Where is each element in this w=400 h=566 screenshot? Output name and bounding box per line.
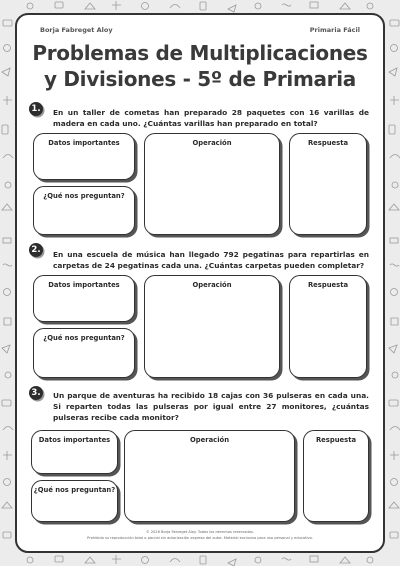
problem-2-text: En una escuela de música han llegado 792 pegatinas para repartirlas en carpetas de 24 pegatinas cada una. ¿Cuántas carpetas pueden completar?: [53, 250, 369, 270]
problem-1-respuesta-box[interactable]: [289, 133, 367, 235]
problem-2-pregunta-box[interactable]: [33, 328, 135, 378]
problem-1-pregunta-label: ¿Qué nos preguntan?: [43, 192, 125, 200]
problem-1-operacion-box[interactable]: [144, 133, 280, 235]
problem-3-text: Un parque de aventuras ha recibido 18 cajas con 36 pulseras en cada una. Si reparten todas las pulseras por igual entre 27 monitores, ¿cuántas pulseras recibe cada monitor?: [53, 391, 369, 422]
problem-2-respuesta-label: Respuesta: [307, 281, 349, 289]
page-title-line2: y Divisiones - 5º de Primaria: [43, 67, 356, 91]
problem-1-datos-label: Datos importantes: [48, 139, 120, 147]
problem-3-respuesta-label: Respuesta: [315, 436, 357, 444]
problem-3-number-badge: 3.: [29, 386, 43, 400]
problem-3-datos-box[interactable]: [31, 430, 118, 474]
problem-3-operacion-box[interactable]: [124, 430, 295, 522]
page-title-line1: Problemas de Multiplicaciones: [32, 41, 368, 65]
problem-2-datos-box[interactable]: [33, 275, 135, 322]
problem-3-pregunta-box[interactable]: [31, 480, 118, 522]
problem-1-number-badge: 1.: [29, 102, 43, 116]
author-name: Borja Fabreget Aloy: [40, 26, 113, 34]
problem-1-pregunta-box[interactable]: [33, 186, 135, 235]
problem-3-respuesta-box[interactable]: [303, 430, 369, 522]
problem-2-pregunta-label: ¿Qué nos preguntan?: [43, 334, 125, 342]
problem-1-respuesta-label: Respuesta: [307, 139, 349, 147]
problem-1-operacion-label: Operación: [192, 139, 232, 147]
problem-3-pregunta-label: ¿Qué nos preguntan?: [33, 486, 116, 494]
problem-2-operacion-box[interactable]: [144, 275, 280, 378]
problem-2-respuesta-box[interactable]: [289, 275, 367, 378]
problem-3-operacion-label: Operación: [189, 436, 230, 444]
reproduction-notice: Prohibida su reproducción total o parcial sin autorización expresa del autor. Material exclusivo para uso personal y educativo.: [87, 536, 313, 540]
copyright-line: © 2026 Borja Fabreget Aloy. Todos los derechos reservados.: [146, 530, 254, 534]
level-label: Primaria Fácil: [309, 26, 360, 34]
problem-2-number-badge: 2.: [29, 243, 43, 257]
problem-2-datos-label: Datos importantes: [48, 281, 120, 289]
problem-1-text: En un taller de cometas han preparado 28 paquetes con 16 varillas de madera en cada uno. ¿Cuántas varillas han preparado en total?: [53, 108, 369, 128]
problem-3-datos-label: Datos importantes: [38, 436, 111, 444]
problem-1-datos-box[interactable]: [33, 133, 135, 180]
problem-2-operacion-label: Operación: [192, 281, 232, 289]
